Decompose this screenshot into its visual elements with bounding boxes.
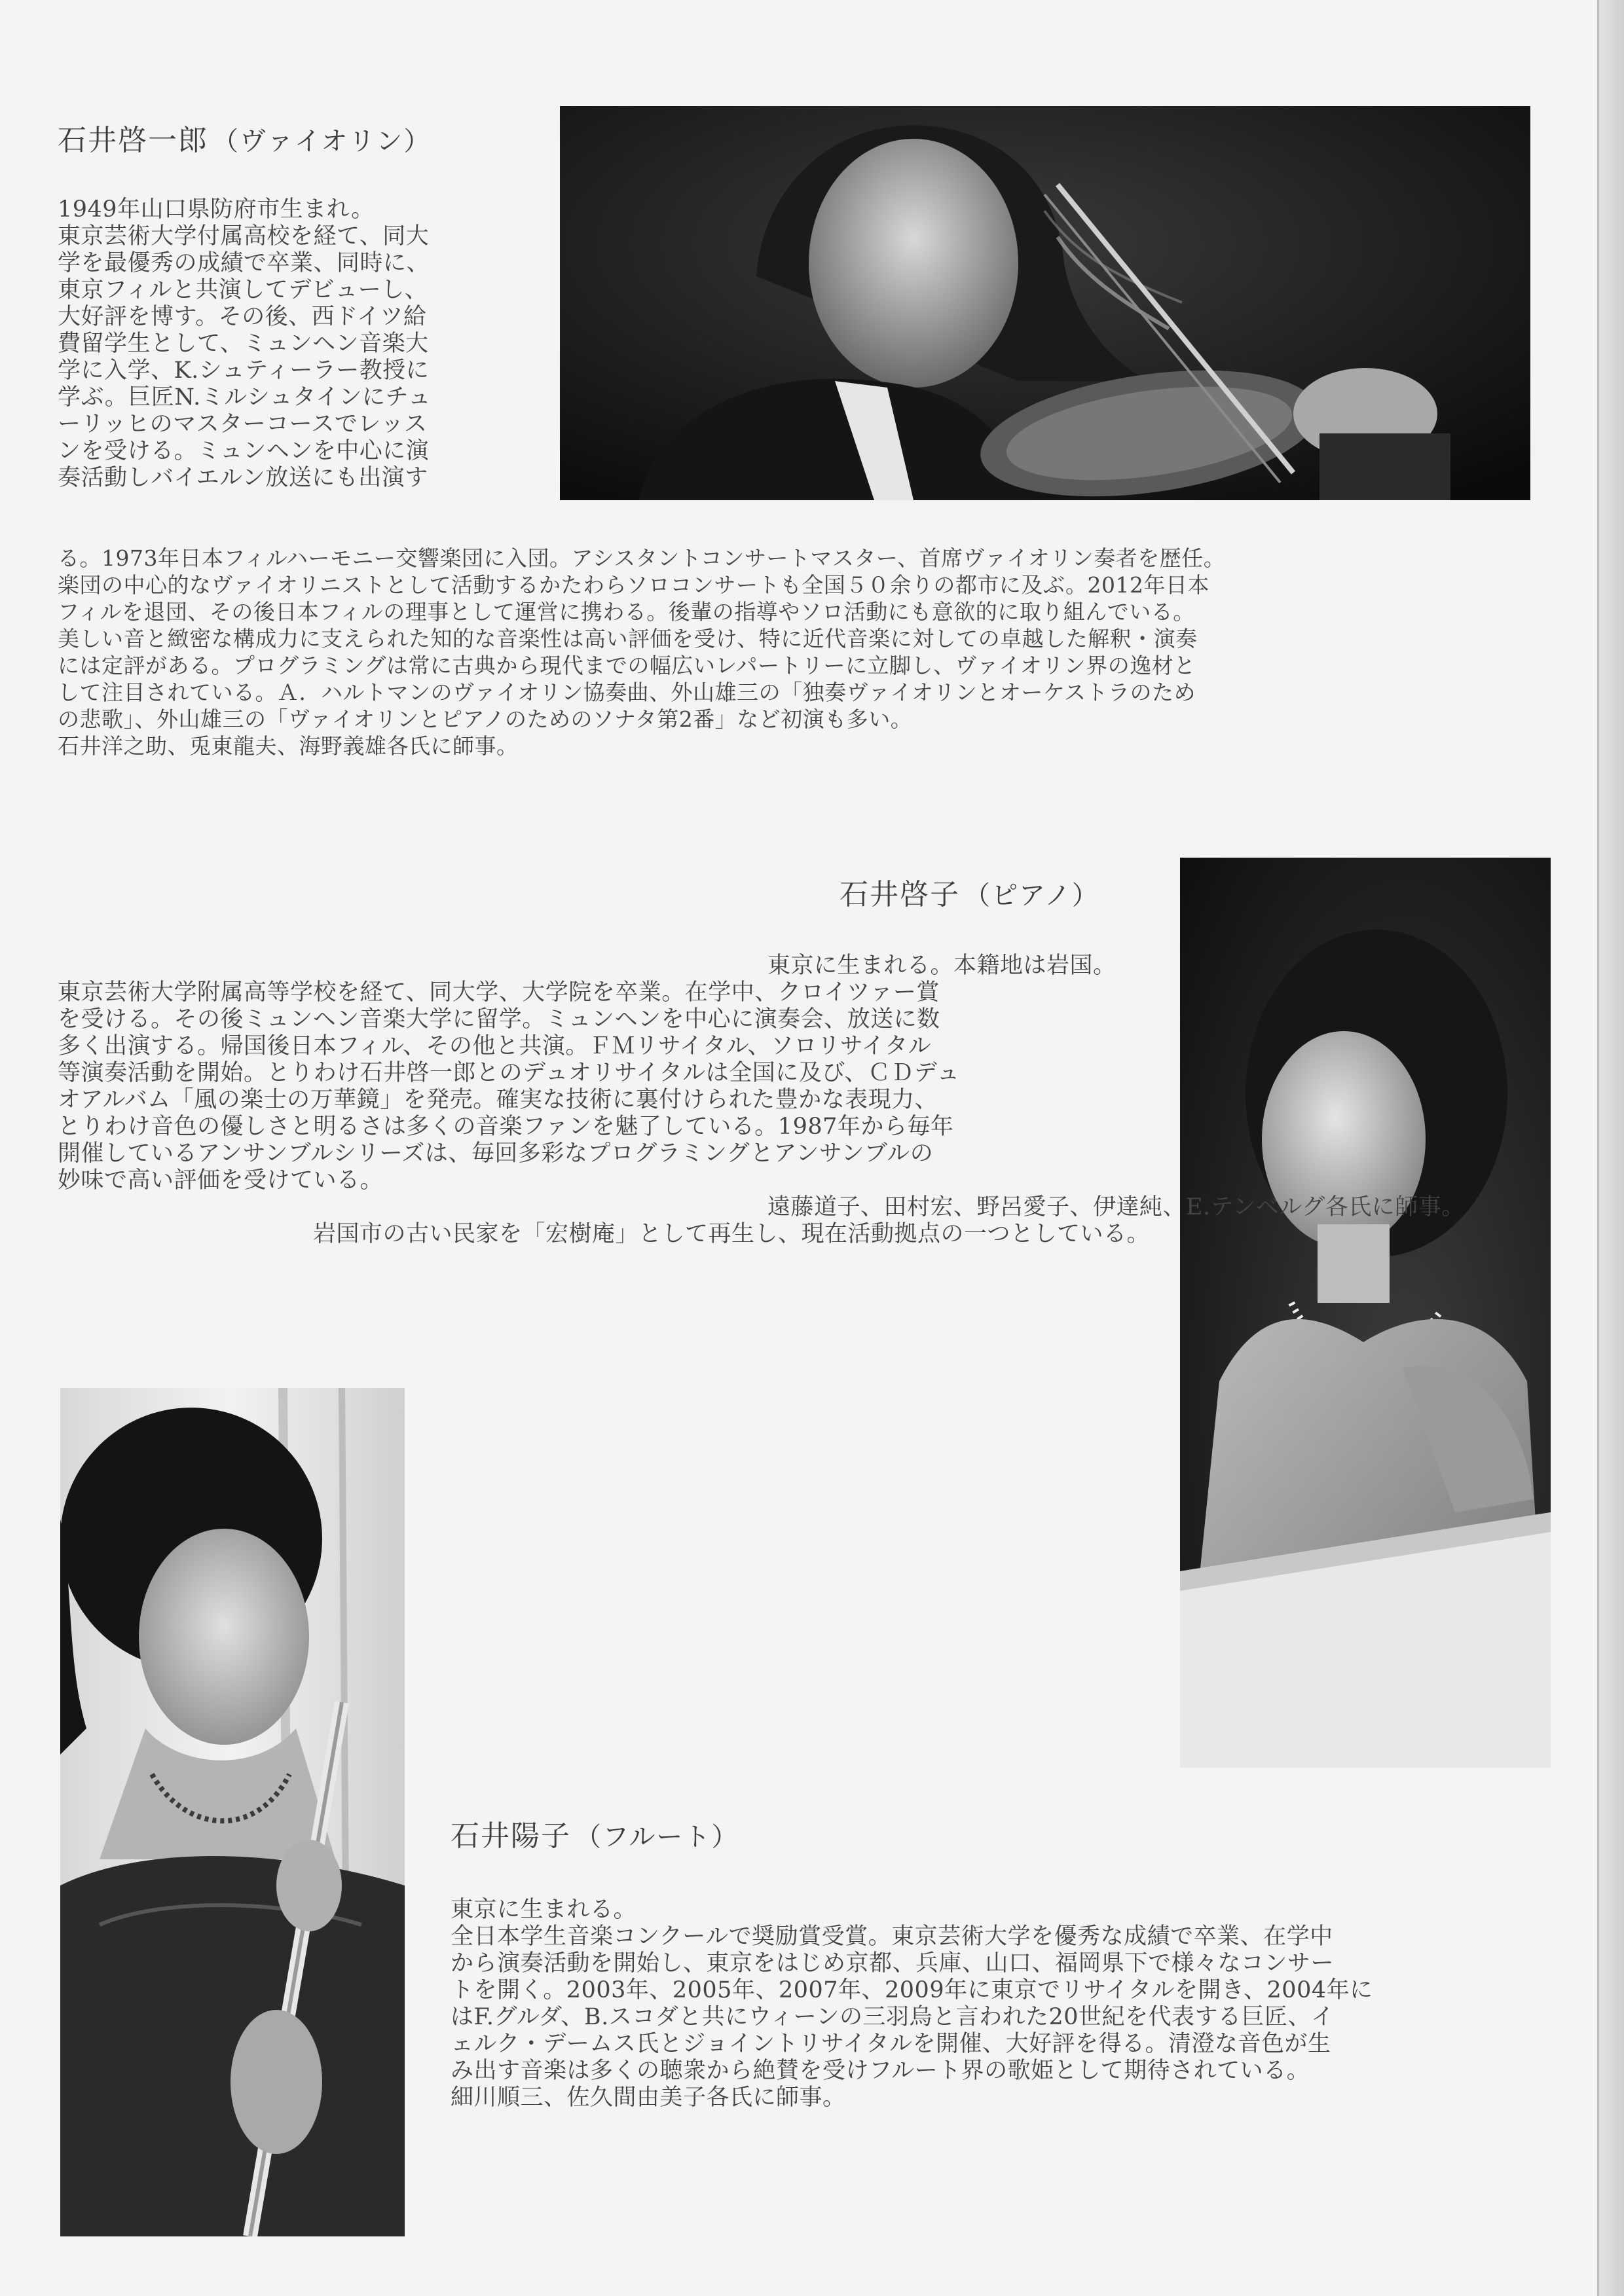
violinist-bio-line: 石井洋之助、兎東龍夫、海野義雄各氏に師事。: [58, 733, 519, 759]
violinist-photo: [560, 106, 1530, 500]
violinist-bio-line: ンを受ける。ミュンヘンを中心に演: [58, 438, 430, 464]
pianist-bio-line: 東京芸術大学附属高等学校を経て、同大学、大学院を卒業。在学中、クロイツァー賞: [58, 979, 940, 1006]
pianist-bio-line: 等演奏活動を開始。とりわけ石井啓一郎とのデュオリサイタルは全国に及び、ＣＤデュ: [58, 1060, 960, 1086]
pianist-bio-line: オアルバム「風の楽士の万華鏡」を発売。確実な技術に裏付けられた豊かな表現力、: [58, 1087, 938, 1113]
pianist-bio-line: とりわけ音色の優しさと明るさは多くの音楽ファンを魅了している。1987年から毎年: [58, 1114, 954, 1140]
violinist-bio-line: 奏活動しバイエルン放送にも出演す: [58, 465, 428, 491]
violinist-bio-line: 東京芸術大学付属高校を経て、同大: [58, 223, 430, 249]
flutist-name: 石井陽子: [451, 1819, 571, 1853]
violinist-role: （ヴァイオリン）: [212, 126, 432, 156]
violinist-bio-line: 楽団の中心的なヴァイオリニストとして活動するかたわらソロコンサートも全国５０余りの都市に及ぶ。2012年日本: [58, 572, 1210, 598]
flutist-bio-line: ェルク・デームス氏とジョイントリサイタルを開催、大好評を得る。清澄な音色が生: [451, 2031, 1331, 2057]
pianist-name: 石井啓子: [840, 878, 960, 911]
flutist-bio-line: はF.グルダ、B.スコダと共にウィーンの三羽烏と言われた20世紀を代表する巨匠、イ: [451, 2004, 1335, 2030]
violinist-bio-line: 費留学生として、ミュンヘン音楽大: [58, 331, 429, 357]
pianist-bio-line: 妙味で高い評価を受けている。: [58, 1167, 384, 1194]
violinist-bio-line: 大好評を博す。その後、西ドイツ給: [58, 304, 427, 330]
flutist-bio-line: から演奏活動を開始し、東京をはじめ京都、兵庫、山口、福岡県下で様々なコンサー: [451, 1950, 1335, 1977]
flutist-bio-line: 全日本学生音楽コンクールで奨励賞受賞。東京芸術大学を優秀な成績で卒業、在学中: [451, 1923, 1333, 1950]
violinist-bio-line: 学ぶ。巨匠N.ミルシュタインにチュ: [58, 384, 432, 410]
pianist-bio-line: 東京に生まれる。本籍地は岩国。: [767, 953, 1116, 979]
violinist-name: 石井啓一郎: [58, 124, 208, 157]
pianist-photo: [1180, 858, 1551, 1768]
flutist-heading: [451, 1812, 739, 1854]
violinist-bio-line: して注目されている。Ａ．ハルトマンのヴァイオリン協奏曲、外山雄三の「独奏ヴァイオリンとオーケストラのため: [58, 680, 1196, 705]
pianist-bio-line: 開催しているアンサンブルシリーズは、毎回多彩なプログラミングとアンサンブルの: [58, 1140, 934, 1167]
violinist-bio-line: 学に入学、K.シュティーラー教授に: [58, 357, 430, 384]
violinist-bio-line: 学を最優秀の成績で卒業、同時に、: [58, 250, 430, 276]
violinist-heading: [58, 117, 431, 158]
violinist-bio-line: 東京フィルと共演してデビューし、: [58, 277, 428, 303]
violinist-bio-line: には定評がある。プログラミングは常に古典から現代までの幅広いレパートリーに立脚し、ヴァイオリン界の逸材と: [58, 653, 1196, 678]
violinist-bio-line: 1949年山口県防府市生まれ。: [58, 196, 375, 223]
violinist-bio-line: る。1973年日本フィルハーモニー交響楽団に入団。アシスタントコンサートマスター、首席ヴァイオリン奏者を歴任。: [58, 545, 1226, 571]
violinist-bio-line: の悲歌」、外山雄三の「ヴァイオリンとピアノのためのソナタ第2番」など初演も多い。: [58, 706, 913, 732]
pianist-role: （ピアノ）: [964, 881, 1099, 911]
page-edge: [1597, 0, 1624, 2296]
violinist-bio-line: 美しい音と緻密な構成力に支えられた知的な音楽性は高い評価を受け、特に近代音楽に対しての卓越した解釈・演奏: [58, 626, 1198, 651]
flutist-bio-line: み出す音楽は多くの聴衆から絶賛を受けフルート界の歌姫として期待されている。: [451, 2058, 1310, 2084]
pianist-heading: [840, 871, 1099, 913]
violinist-bio-line: ーリッヒのマスターコースでレッス: [58, 411, 428, 437]
pianist-bio-line: 多く出演する。帰国後日本フィル、その他と共演。ＦＭリサイタル、ソロリサイタル: [58, 1033, 932, 1059]
violinist-bio-line: フィルを退団、その後日本フィルの理事として運営に携わる。後輩の指導やソロ活動にも意欲的に取り組んでいる。: [58, 599, 1195, 625]
flutist-photo: [60, 1388, 405, 2236]
flutist-role: （フルート）: [575, 1822, 739, 1852]
pianist-bio-line: 岩国市の古い民家を「宏樹庵」として再生し、現在活動拠点の一つとしている。: [313, 1221, 1151, 1247]
pianist-bio-line: 遠藤道子、田村宏、野呂愛子、伊達純、E.テンベルグ各氏に師事。: [767, 1194, 1465, 1220]
pianist-bio-line: を受ける。その後ミュンヘン音楽大学に留学。ミュンヘンを中心に演奏会、放送に数: [58, 1006, 940, 1032]
flutist-bio-line: 東京に生まれる。: [451, 1897, 637, 1923]
flutist-bio-line: 細川順三、佐久間由美子各氏に師事。: [451, 2085, 846, 2111]
flutist-bio-line: トを開く。2003年、2005年、2007年、2009年に東京でリサイタルを開き、2004年に: [451, 1977, 1373, 2003]
